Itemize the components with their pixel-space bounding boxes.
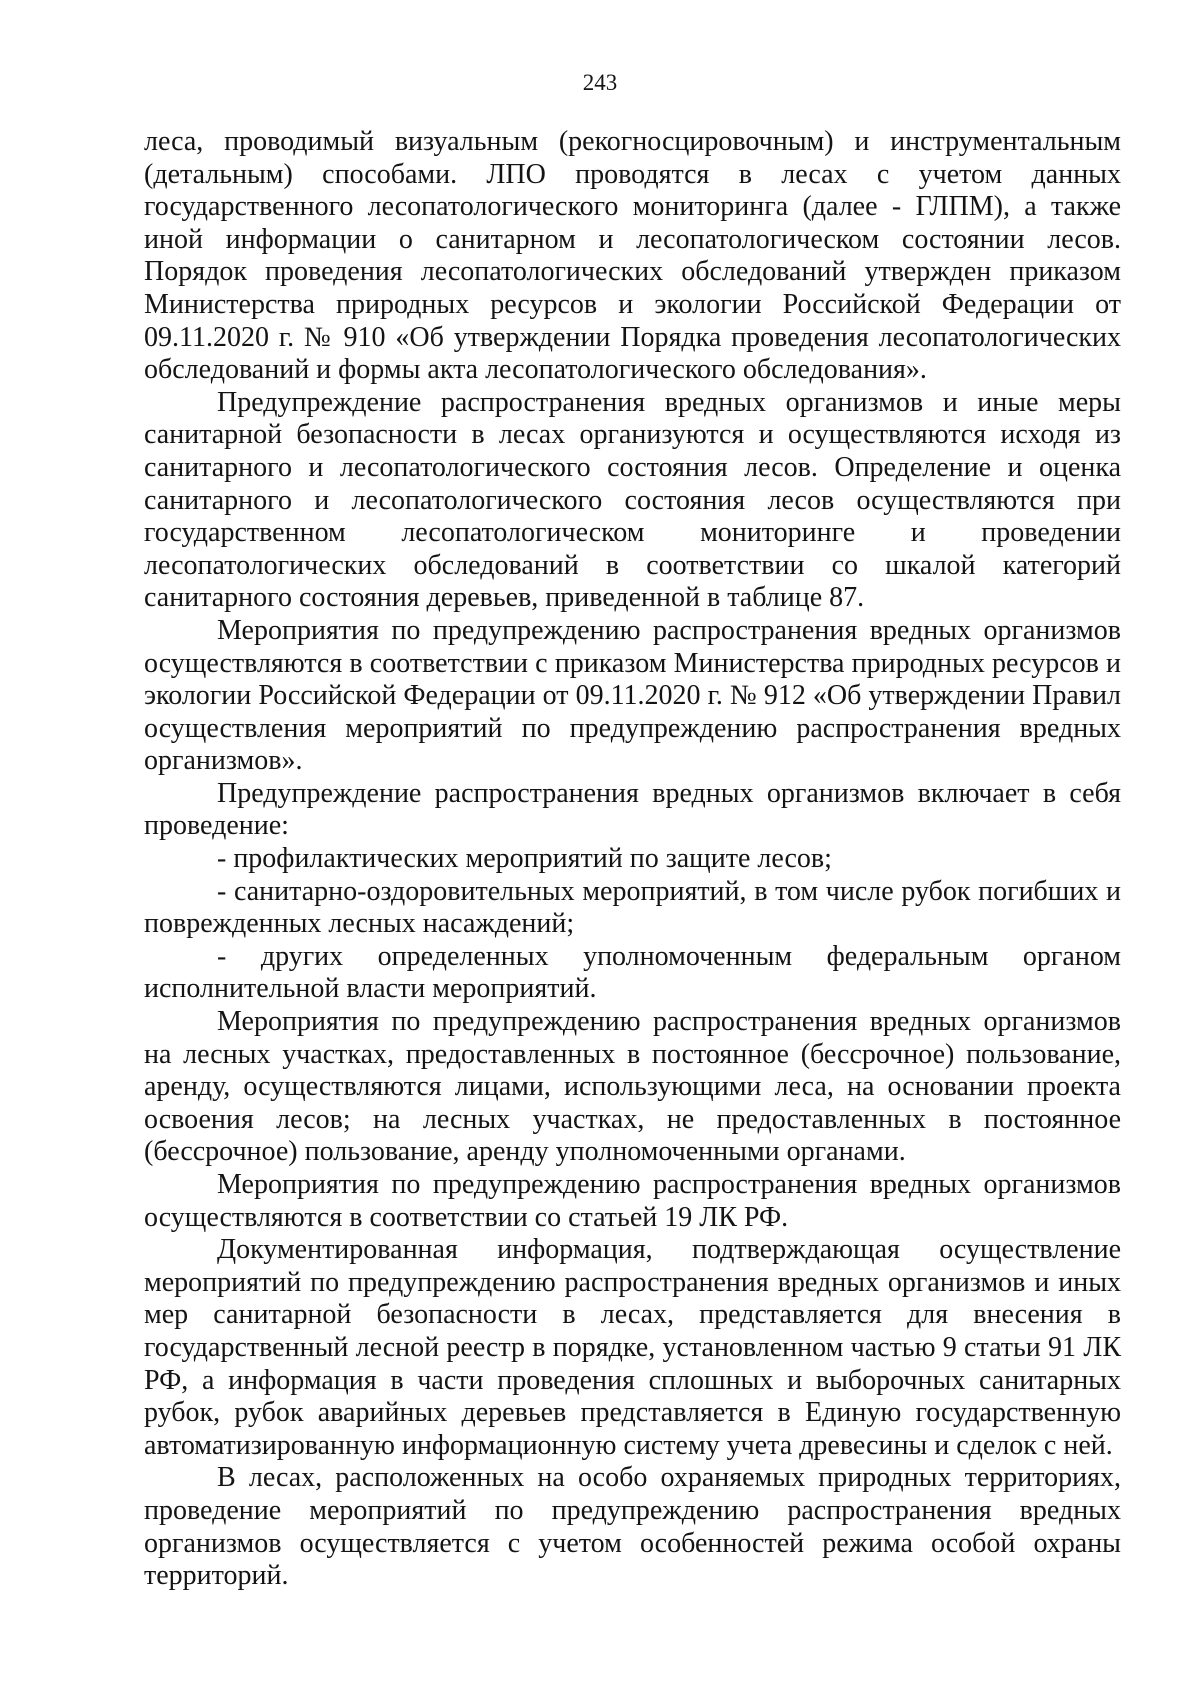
- page-number: 243: [582, 70, 618, 95]
- paragraph-forest-plots: Мероприятия по предупреждению распространения вредных организмов на лесных участках, предоставленных в постоянное (бессрочное) пользование, аренду, осуществляются лицами, использующими леса, на основании проекта освоения лесов; на лесных участках, не предоставленных в постоянное (бессрочное) пользование, аренду уполномоченными органами.: [144, 1006, 1121, 1168]
- paragraph-article-19: Мероприятия по предупреждению распространения вредных организмов осуществляются в соответствии со статьей 19 ЛК РФ.: [144, 1169, 1121, 1233]
- paragraph-order-912: Мероприятия по предупреждению распространения вредных организмов осуществляются в соответствии с приказом Министерства природных ресурсов и экологии Российской Федерации от 09.11.2020 г. № 912 «Об утверждении Правил осуществления мероприятий по предупреждению распространения вредных организмов».: [144, 614, 1121, 777]
- paragraph-prevention-measures: Предупреждение распространения вредных организмов и иные меры санитарной безопасности в лесах организуются и осуществляются исходя из санитарного и лесопатологического состояния лесов. Определение и оценка санитарного и лесопатологического состояния лесов осуществляются при государственном лесопатологическом мониторинге и проведении лесопатологических обследований в соответствии со шкалой категорий санитарного состояния деревьев, приведенной в таблице 87.: [144, 386, 1121, 614]
- document-body: [144, 126, 1121, 1593]
- list-item-other: - других определенных уполномоченным федеральным органом исполнительной власти мероприятий.: [144, 940, 1121, 1005]
- list-item-preventive: - профилактических мероприятий по защите лесов;: [217, 843, 832, 875]
- paragraph-documented-info: Документированная информация, подтверждающая осуществление мероприятий по предупреждению распространения вредных организмов и иных мер санитарной безопасности в лесах, представляется для внесения в государственный лесной реестр в порядке, установленном частью 9 статьи 91 ЛК РФ, а информация в части проведения сплошных и выборочных санитарных рубок, рубок аварийных деревьев представляется в Единую государственную автоматизированную информационную систему учета древесины и сделок с ней.: [144, 1234, 1121, 1461]
- paragraph-protected-areas: В лесах, расположенных на особо охраняемых природных территориях, проведение мероприятий по предупреждению распространения вредных организмов осуществляется с учетом особенностей режима особой охраны территорий.: [144, 1462, 1121, 1592]
- list-item-sanitary: - санитарно-оздоровительных мероприятий, в том числе рубок погибших и поврежденных лесных насаждений;: [144, 875, 1121, 940]
- paragraph-lpo-methods: леса, проводимый визуальным (рекогносцировочным) и инструментальным (детальным) способами. ЛПО проводятся в лесах с учетом данных государственного лесопатологического мониторинга (далее - ГЛПМ), а также иной информации о санитарном и лесопатологическом состоянии лесов. Порядок проведения лесопатологических обследований утвержден приказом Министерства природных ресурсов и экологии Российской Федерации от 09.11.2020 г. № 910 «Об утверждении Порядка проведения лесопатологических обследований и формы акта лесопатологического обследования».: [144, 126, 1121, 386]
- paragraph-prevention-includes: Предупреждение распространения вредных организмов включает в себя проведение:: [144, 777, 1121, 842]
